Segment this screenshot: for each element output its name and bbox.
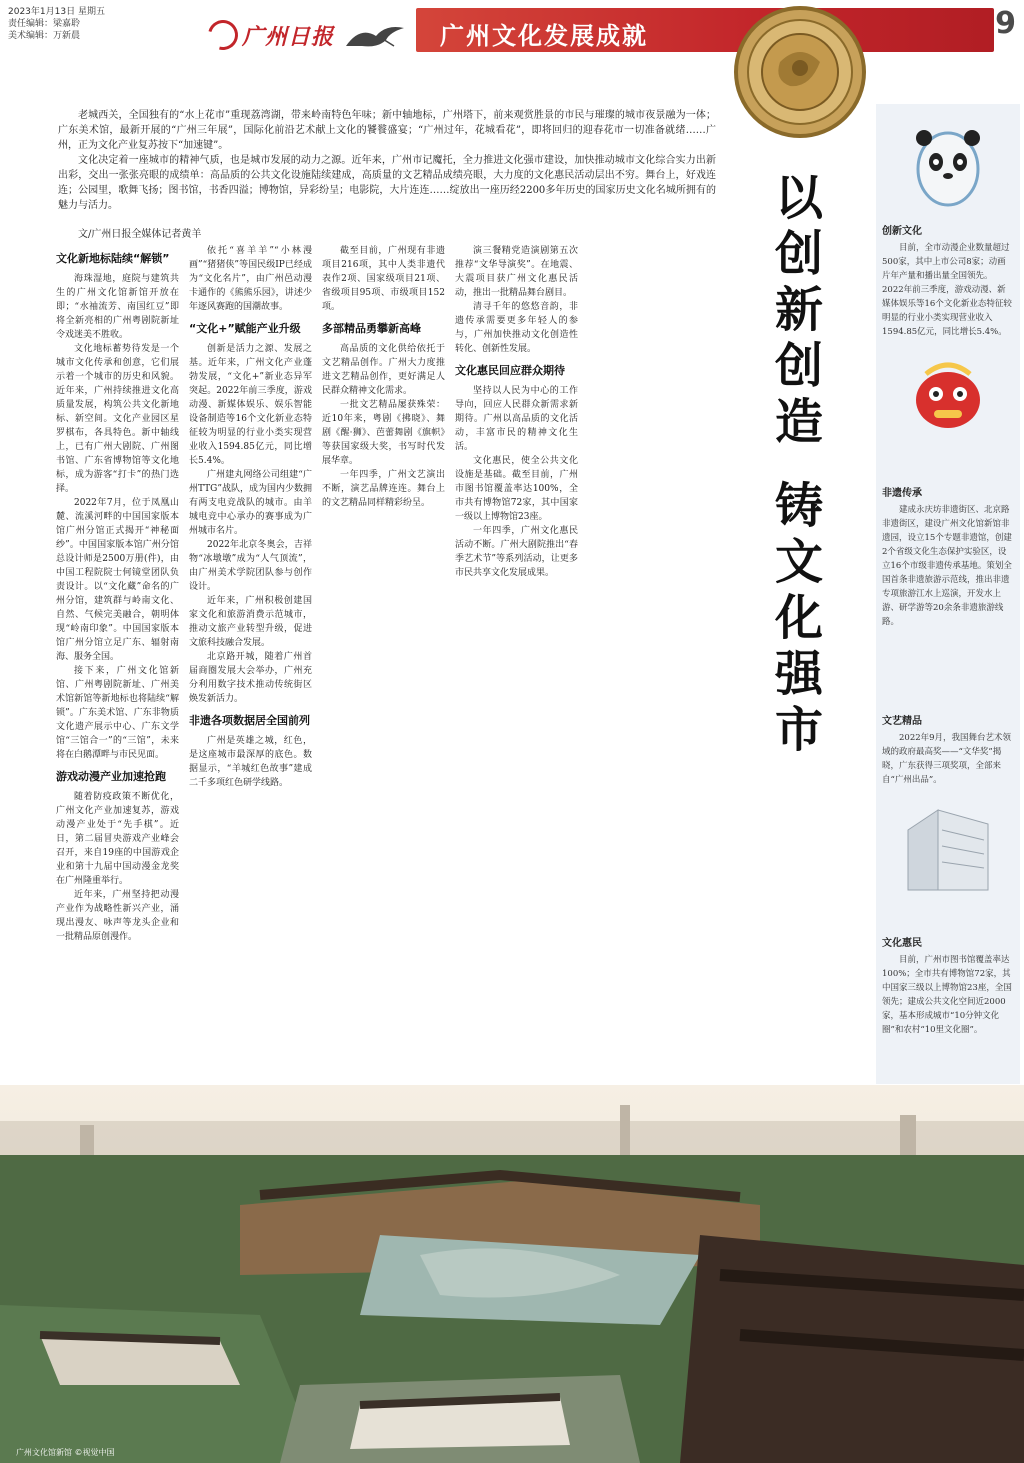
headline-line-2 [744, 478, 854, 758]
paragraph: 创新是活力之源、发展之基。近年来，广州文化产业蓬勃发展，“文化+”新业态异军突起。2022年前三季度，游戏动漫、新媒体娱乐、娱乐智能设备制造等16个文化新业态特征较为明显的行业小类实现营业收入1594.85亿元，同比增长5.4%。 [189, 344, 312, 466]
subheading: 多部精品勇攀新高峰 [322, 322, 421, 335]
crane-illustration-icon [342, 20, 412, 52]
cultural-center-aerial-photo [0, 1085, 1024, 1463]
responsible-editor: 责任编辑：梁嘉聆 [8, 19, 81, 29]
headline-char: 新 [774, 282, 823, 338]
masthead-meta [8, 6, 105, 42]
issue-date: 2023年1月13日 星期五 [8, 7, 105, 17]
headline-line-1 [744, 170, 854, 450]
lead-paragraph: 文化决定着一座城市的精神气质，也是城市发展的动力之源。近年来，广州市记魔托，全力推进文化强市建设，加快推动城市文化综合实力出新出彩，交出一张张亮眼的成绩单：高品质的公共文化设施陆续建成，高质量的文艺精品成绩亮眼，大力度的文化惠民活动层出不穷。舞台上，好戏连连；公园里，歌舞飞扬；图书馆，书香四溢；博物馆，异彩纷呈；电影院，大片连连……绽放出一座历经2200多年历史的国家历史文化名城所拥有的魅力与活力。 [58, 155, 716, 211]
paragraph: 广州建丸网络公司组建“广州TTG”战队，成为国内少数拥有两支电竞战队的城市。由羊城电竞中心承办的赛事成为广州城市名片。 [189, 470, 312, 536]
sidebar-title: 文化惠民 [882, 938, 922, 949]
paragraph: 清寻千年的悠悠音韵，非遗传承需要更多年轻人的参与，广州加快推动文化创造性转化、创新性发展。 [455, 302, 578, 354]
sidebar-text: 目前，广州市图书馆覆盖率达100%；全市共有博物馆72家，其中国家三级以上博物馆23座，全国领先；建成公共文化空间近2000家，基本形成城市“10分钟文化圈”和农村“10里文化圈”。 [882, 955, 1012, 1035]
sidebar-text: 2022年9月，我国舞台艺术领域的政府最高奖——“文华奖”揭晓，广东获得三项奖项，全部来自“广州出品”。 [882, 733, 1012, 785]
article-body [56, 244, 716, 1046]
lead-paragraph: 老城西关，全国独有的“水上花市”重现荔湾湖，带来岭南特色年味；新中轴地标，广州塔下，前来观赏胜景的市民与璀璨的城市夜景融为一体；广东美术馆，最新开展的“广州三年展”，国际化前沿艺术献上文化的饕餮盛宴；“广州过年，花城看花”，即将回归的迎春花市一切准备就绪……广州，正为文化产业复苏按下“加速键”。 [58, 110, 716, 151]
sidebar-block-innovation [882, 222, 1014, 339]
lead-paragraphs [58, 108, 716, 242]
paragraph: 近年来，广州坚持把动漫产业作为战略性新兴产业，涌现出漫友、咏声等龙头企业和一批精品原创漫作。 [56, 890, 179, 942]
page-number: 9 [995, 6, 1016, 41]
subheading: “文化+”赋能产业升级 [189, 322, 301, 335]
masthead [0, 0, 1024, 58]
paragraph: 北京路开城，随着广州首届商圈发展大会举办，广州充分利用数字技术推动传统街区焕发新活力。 [189, 652, 312, 704]
paragraph: 随着防疫政策不断优化，广州文化产业加速复苏，游戏动漫产业处于“先手棋”。近日，第二届冒央游戏产业峰会召开，来自19座的中国游戏企业和第十九届中国动漫金龙奖在广州隆重举行。 [56, 792, 179, 886]
lion-dance-illustration-icon [898, 356, 998, 436]
facts-sidebar [876, 104, 1020, 1084]
headline-char: 铸 [774, 478, 823, 534]
sidebar-block-works [882, 712, 1014, 787]
headline-char: 创 [774, 338, 823, 394]
headline-char: 强 [774, 646, 823, 702]
headline-char: 市 [774, 702, 823, 758]
paragraph: 一年四季，广州文化惠民活动不断。广州大剧院推出“春季艺术节”等系列活动，让更多市民共享文化发展成果。 [455, 526, 578, 578]
paragraph: 接下来，广州文化馆新馆、广州粤剧院新址、广州美术馆新馆等新地标也将陆续“解锁”。广东美术馆、广东非物质文化遗产展示中心、广东文学馆“三馆合一”的“三馆”，未来将在白鹅潭畔与市民见面。 [56, 666, 179, 760]
subheading: 游戏动漫产业加速抢跑 [56, 770, 166, 783]
museum-building-illustration-icon [898, 790, 998, 900]
sidebar-block-heritage [882, 484, 1014, 629]
sidebar-block-public-service [882, 934, 1014, 1037]
paragraph: 近年来，广州积极创建国家文化和旅游消费示范城市，推动文旅产业转型升级，促进文旅科技融合发展。 [189, 596, 312, 648]
paragraph: 广州是英雄之城，红色，是这座城市最深厚的底色。数据显示，“羊城红色故事”建成二千多项红色研学线路。 [189, 736, 312, 788]
sidebar-title: 文艺精品 [882, 716, 922, 727]
paragraph: 文化惠民，使全公共文化设施是基础。截至目前，广州市图书馆覆盖率达100%，全市共有博物馆72家，其中国家一级以上博物馆23座。 [455, 456, 578, 522]
art-editor: 美术编辑：万新晨 [8, 31, 81, 41]
paragraph: 海珠湿地，庭院与建筑共生的广州文化馆新馆开放在即；“水袖流芳、南国红豆”即将全新亮相的广州粤剧院新址令戏迷美不胜收。 [56, 274, 179, 340]
paragraph: 文化地标蓄势待发是一个城市文化传承和创意，它们展示着一个城市的历史和风貌。近年来，广州持续推进文化高质量发展，构筑公共文化新地标、新空间。文化产业园区星罗棋布，各具特色。新中轴线上，已有广州大剧院、广州图书馆、广东省博物馆等文化地标，成为游客“打卡”的热门选择。 [56, 344, 179, 494]
article-column [189, 244, 312, 1046]
section-banner [416, 8, 994, 52]
sidebar-text: 建成永庆坊非遗街区、北京路非遗街区，建设广州文化馆新馆非遗园，设立15个专题非遗馆，创建2个省级文化生态保护实验区，设立16个市级非遗传承基地。策划全国首条非遗旅游示范线，推出非遗专项旅游江水上巡演，开发水上游、研学游等20余条非遗旅游线路。 [882, 505, 1012, 627]
paragraph: 一批文艺精品屡获殊荣：近10年来，粤剧《拂晓》、舞剧《醒·狮》、芭蕾舞剧《旗帜》等获国家级大奖，书写时代发展华章。 [322, 400, 445, 466]
subheading: 文化新地标陆续“解锁” [56, 252, 170, 265]
headline-char: 文 [774, 534, 823, 590]
headline-char: 造 [774, 394, 823, 450]
headline-char: 化 [774, 590, 823, 646]
photo-credit: 广州文化馆新馆 ©视觉中国 [16, 1448, 115, 1457]
byline: 文/广州日报全媒体记者黄羊 [78, 229, 202, 240]
paragraph: 演三餐精党造演剧第五次推荐“文华导演奖”。在地震、大震项目获广州文化惠民活动，推出一批精品舞台剧目。 [455, 246, 578, 298]
sidebar-text: 目前，全市动漫企业数量超过500家，其中上市公司8家；动画片年产量和播出量全国领先。2022年前三季度，游戏动漫、新媒体娱乐等16个文化新业态特征较明显的行业小类实现营业收入1594.85亿元，同比增长5.4%。 [882, 243, 1012, 337]
subheading: 非遗各项数据居全国前列 [189, 714, 310, 727]
paragraph: 高品质的文化供给依托于文艺精品创作。广州大力度推进文艺精品创作，更好满足人民群众精神文化需求。 [322, 344, 445, 396]
sidebar-title: 非遗传承 [882, 488, 922, 499]
sidebar-title: 创新文化 [882, 226, 922, 237]
paragraph: 依托“喜羊羊”“小林漫画”“猪猪侠”等国民级IP已经成为“文化名片”，由广州邑动漫卡通作的《熊熊乐园》，讲述少年逐风赛跑的国潮故事。 [189, 246, 312, 312]
mascot-illustration-icon [898, 114, 998, 214]
paragraph: 截至目前，广州现有非遗项目216项，其中人类非遗代表作2项、国家级项目21项、省级项目95项、市级项目152项。 [322, 246, 445, 312]
article-column [322, 244, 445, 1046]
article-column [56, 244, 179, 1046]
article-column [455, 244, 578, 1046]
paragraph: 2022年7月，位于凤凰山麓、流溪河畔的中国国家版本馆广州分馆正式揭开“神秘面纱”。中国国家版本馆广州分馆总设计师是2500万册(件)，由中国工程院院士何镜堂团队负责设计。以“文化藏”命名的广州分馆，建筑群与岭南文化、自然、气候完美融合，朝明体现“岭南印象”。中国国家版本馆广州分馆立足广东、辐射南海、服务全国。 [56, 498, 179, 662]
paragraph: 一年四季，广州文艺演出不断，演艺品牌连连。舞台上的文艺精品同样精彩纷呈。 [322, 470, 445, 508]
subheading: 文化惠民回应群众期待 [455, 364, 565, 377]
ornament-medallion-icon [730, 2, 870, 142]
logo-swirl-icon [203, 15, 244, 56]
paragraph: 2022年北京冬奥会，吉祥物“冰墩墩”成为“人气顶流”，由广州美术学院团队参与创作设计。 [189, 540, 312, 592]
headline-char: 以 [774, 170, 823, 226]
headline-char: 创 [774, 226, 823, 282]
vertical-headline [744, 170, 854, 758]
section-title: 广州文化发展成就 [440, 22, 648, 50]
paragraph: 坚持以人民为中心的工作导向，回应人民群众新需求新期待。广州以高品质的文化活动，丰富市民的精神文化生活。 [455, 386, 578, 452]
logo-text: 广州日报 [242, 23, 335, 50]
